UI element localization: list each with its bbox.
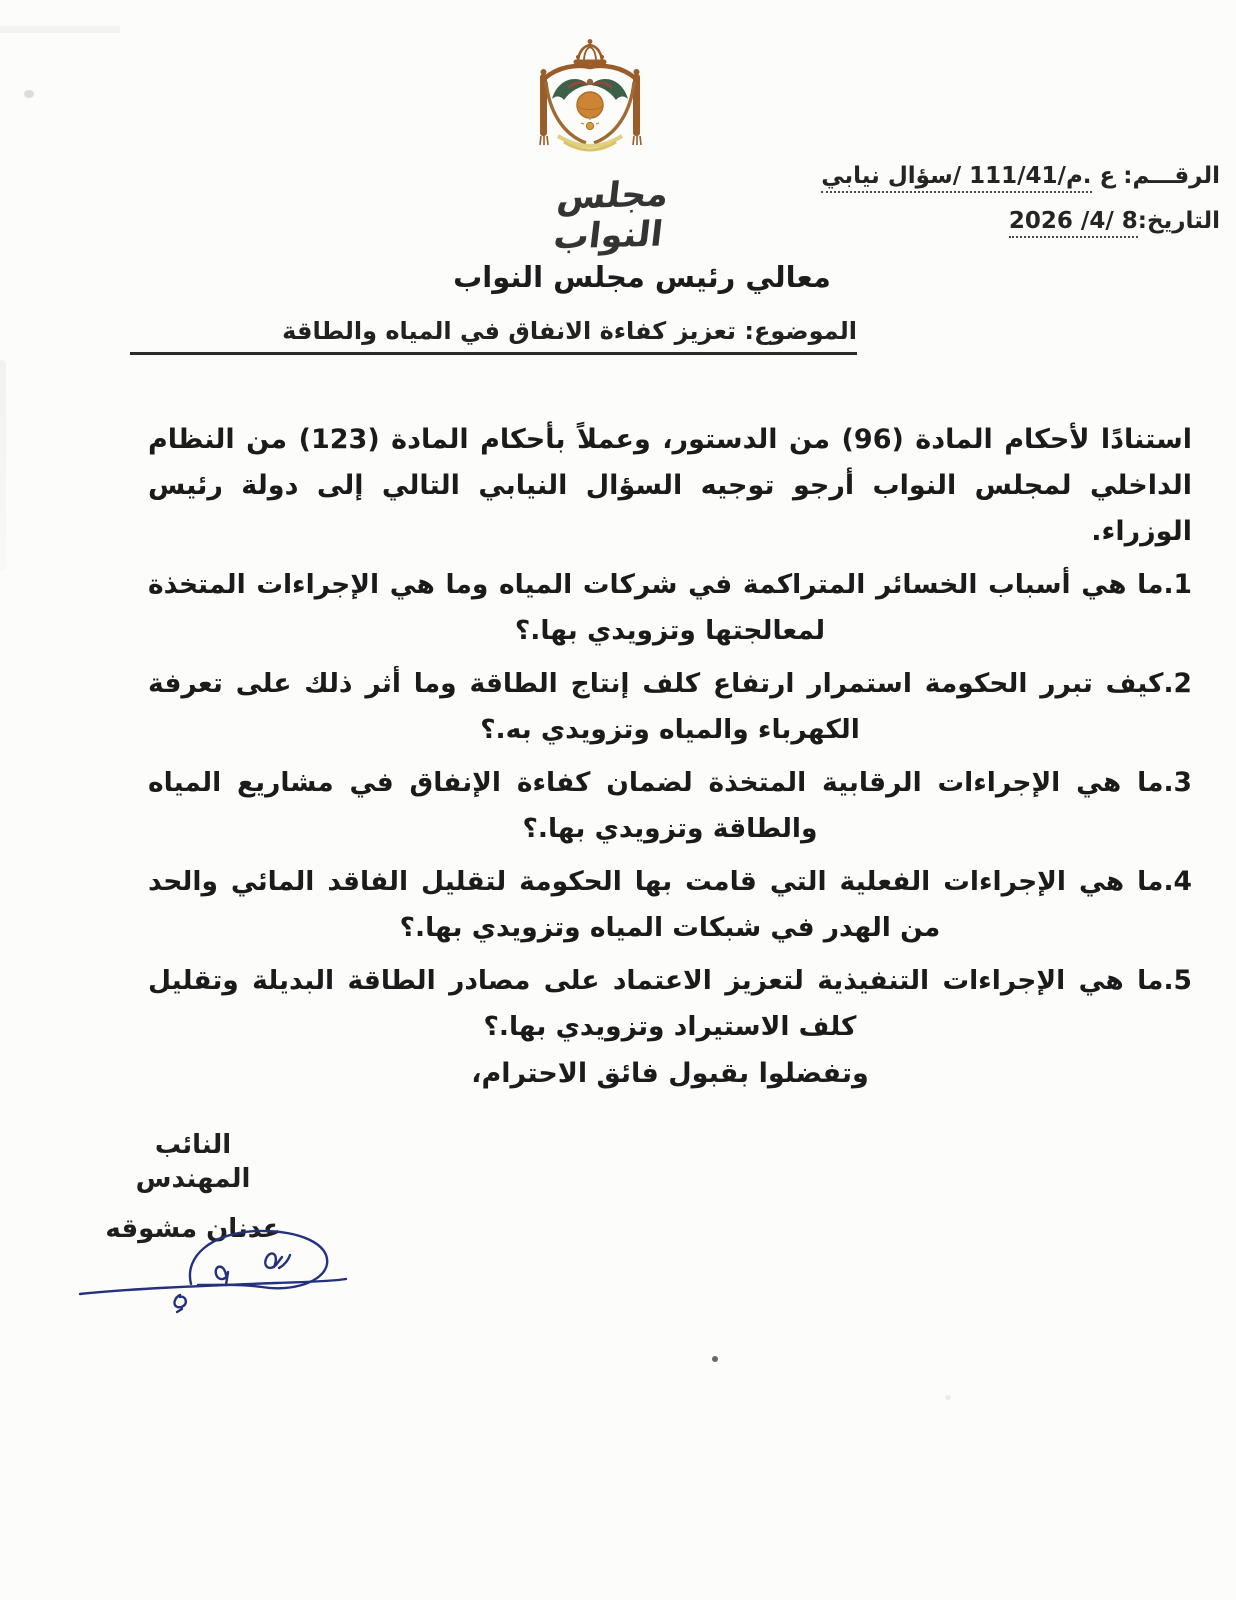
reference-number-line	[821, 160, 1220, 192]
scan-smudge	[0, 26, 120, 33]
subject-line	[130, 317, 857, 355]
ink-speck	[945, 1395, 951, 1400]
ink-speck	[712, 1356, 718, 1362]
date-line	[821, 205, 1220, 237]
question-item-3: 3.ما هي الإجراءات الرقابية المتخذة لضمان كفاءة الإنفاق في مشاريع المياه والطاقة وتزويدي بها.؟	[148, 767, 1192, 844]
intro-paragraph: استنادًا لأحكام المادة (96) من الدستور، وعملاً بأحكام المادة (123) من النظام الداخلي لمجلس النواب أرجو توجيه السؤال النيابي التالي إلى دولة رئيس الوزراء.	[148, 424, 1193, 547]
question-item-1: 1.ما هي أسباب الخسائر المتراكمة في شركات المياه وما هي الإجراءات المتخذة لمعالجتها وتزويدي بها.؟	[148, 569, 1192, 646]
signatory-title: النائب المهندس	[135, 1130, 251, 1194]
handwritten-signature	[76, 1222, 368, 1314]
ink-speck	[24, 90, 34, 98]
subject-label: الموضوع:	[744, 317, 857, 345]
closing-line: وتفضلوا بقبول فائق الاحترام،	[471, 1058, 869, 1089]
reference-prefix: ع	[1091, 163, 1116, 189]
date-value: 8 /4/ 2026	[1009, 208, 1138, 238]
subject-text: تعزيز كفاءة الانفاق في المياه والطاقة	[282, 317, 745, 345]
letter-body	[148, 405, 1192, 1050]
question-item-2: 2.كيف تبرر الحكومة استمرار ارتفاع كلف إنتاج الطاقة وما أثر ذلك على تعرفة الكهرباء والمياه وتزويدي به.؟	[148, 668, 1192, 745]
jordan-coat-of-arms-icon	[534, 36, 646, 168]
reference-number: .م/111/41 /سؤال نيابي	[821, 163, 1091, 193]
question-item-4: 4.ما هي الإجراءات الفعلية التي قامت بها الحكومة لتقليل الفاقد المائي والحد من الهدر في شبكات المياه وتزويدي بها.؟	[148, 866, 1192, 943]
question-item-5: 5.ما هي الإجراءات التنفيذية لتعزيز الاعتماد على مصادر الطاقة البديلة وتقليل كلف الاستيراد وتزويدي بها.؟	[148, 965, 1192, 1042]
assembly-name-calligraphy: مجلس النواب	[551, 174, 671, 258]
reference-block	[821, 160, 1220, 237]
date-label: التاريخ:	[1137, 208, 1220, 234]
signatory-name: عدنان مشوقه	[105, 1214, 281, 1244]
recipient-line: معالي رئيس مجلس النواب	[453, 260, 831, 294]
scan-smudge	[0, 360, 6, 570]
reference-label: الرقـــم:	[1123, 163, 1220, 189]
